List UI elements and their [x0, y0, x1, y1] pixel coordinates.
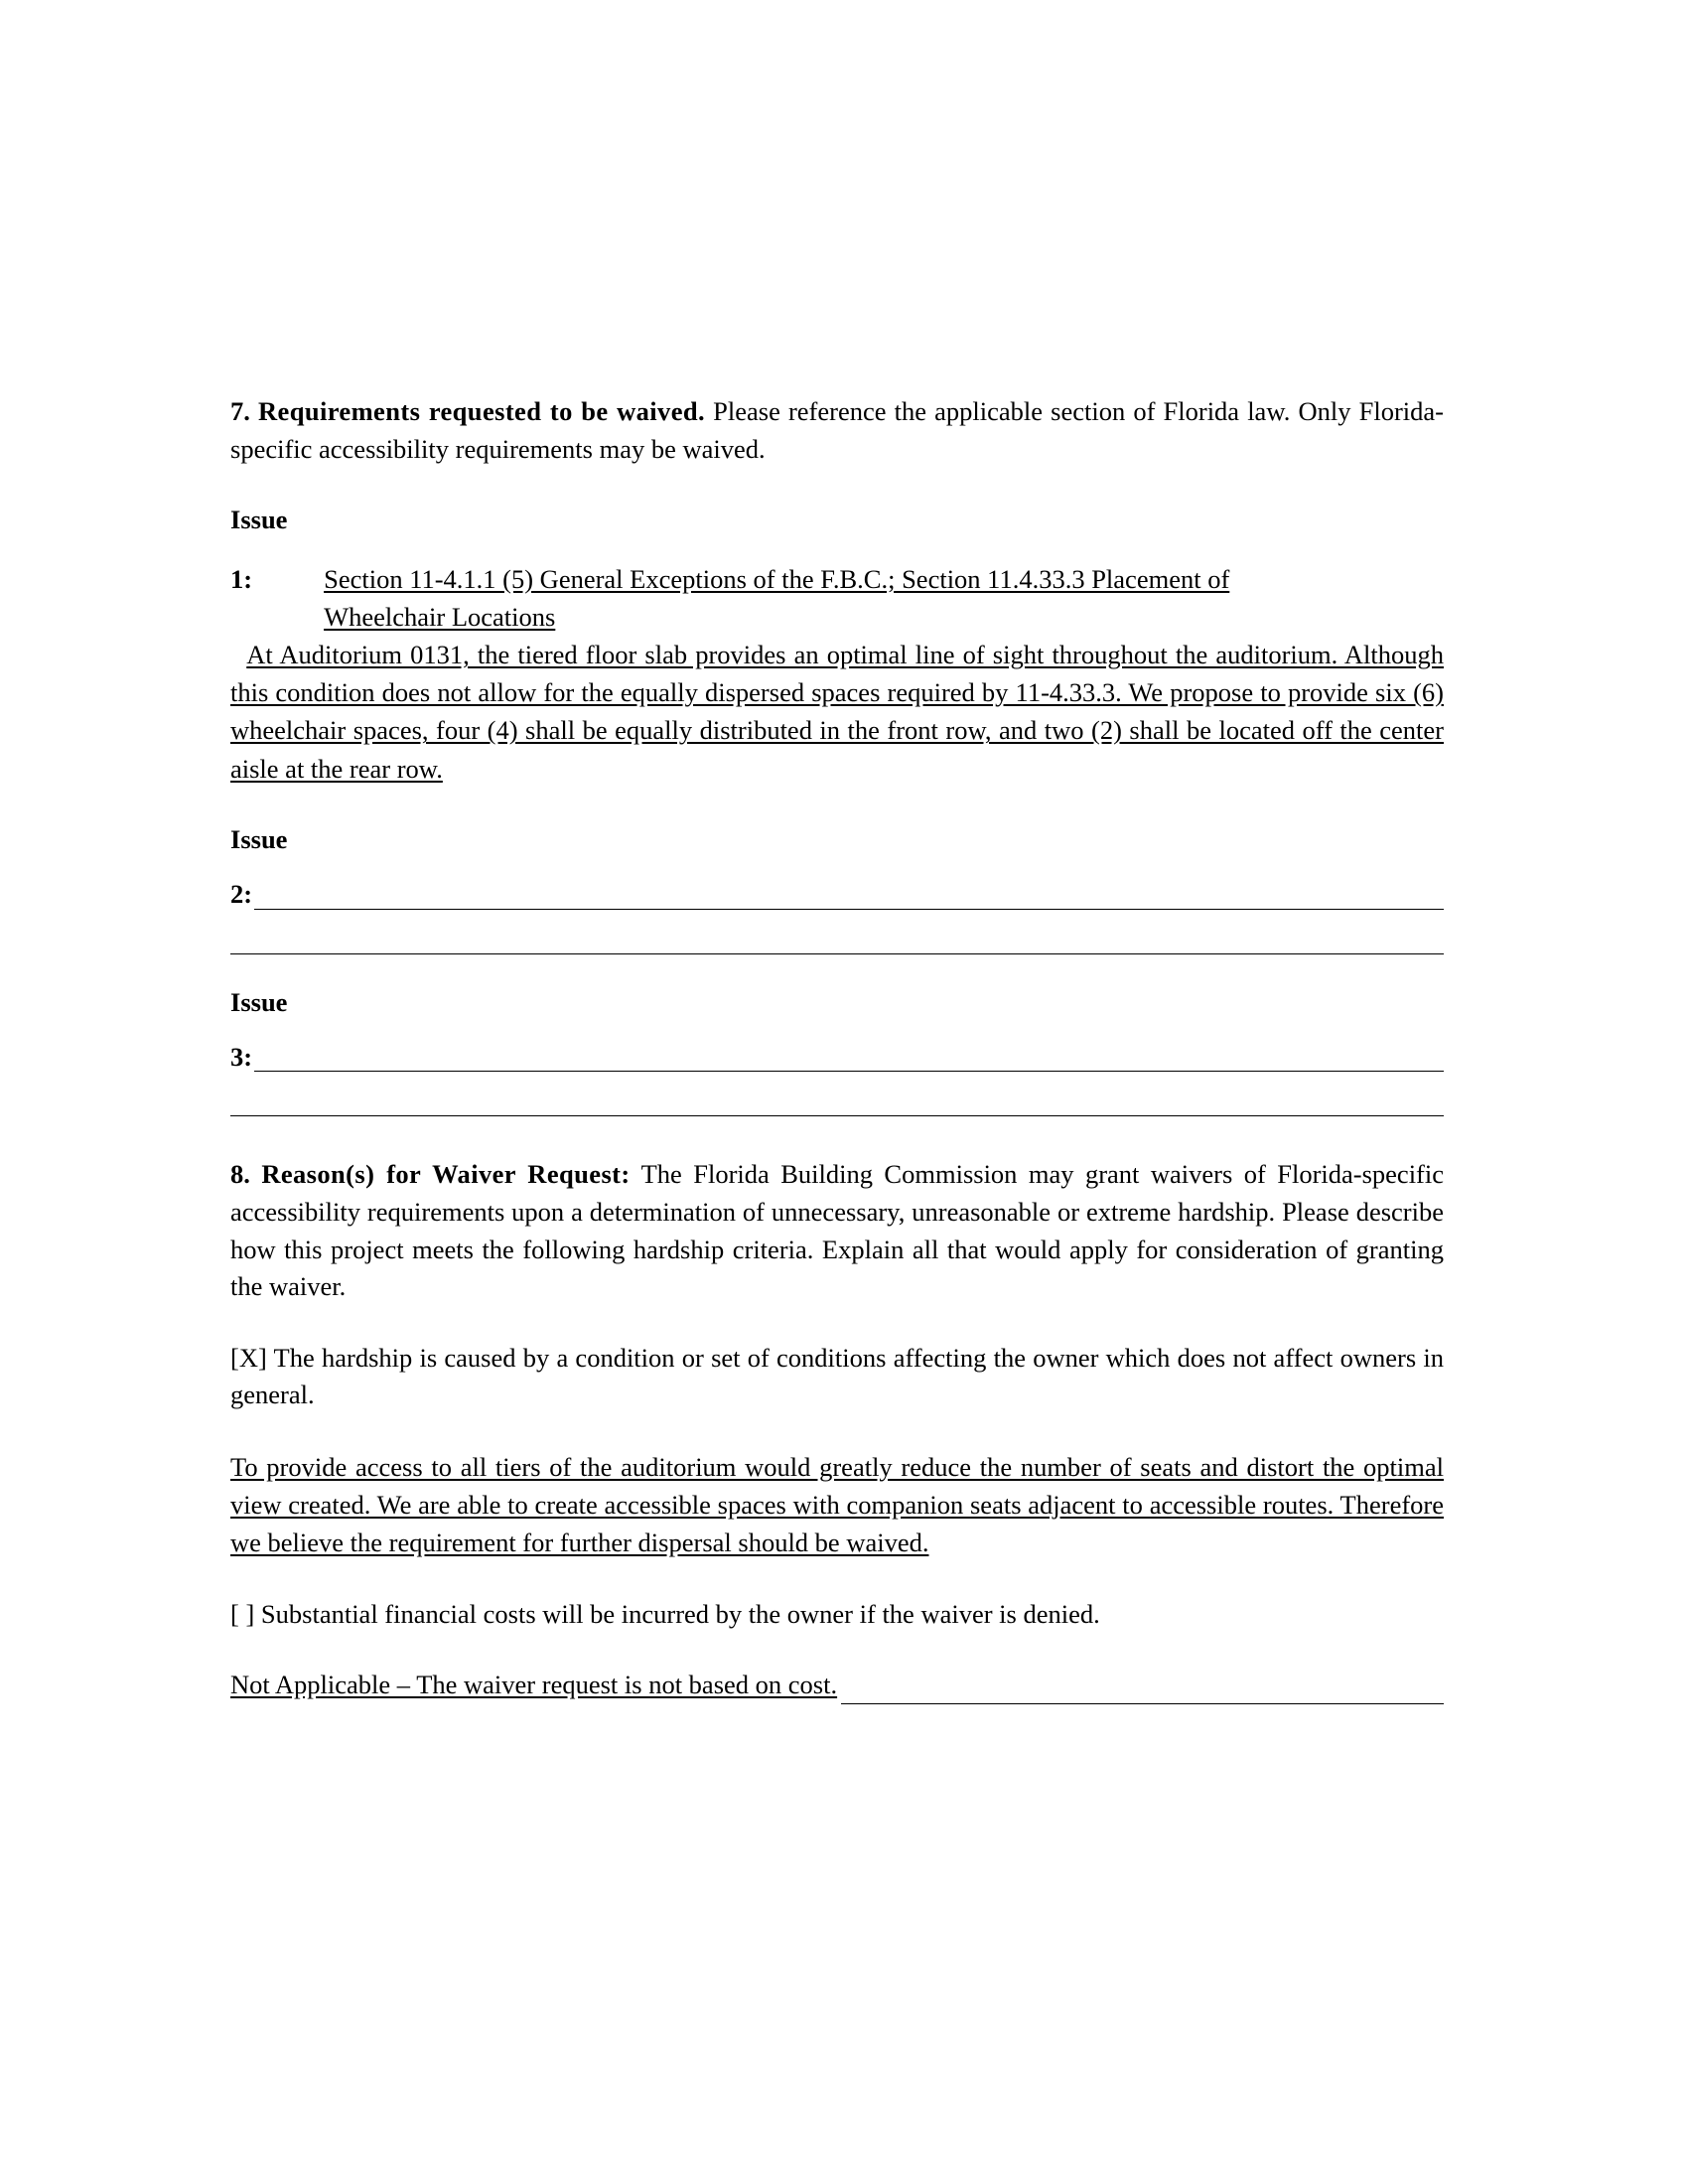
criterion-1-checkbox[interactable]: [X]: [230, 1342, 267, 1373]
issue-3-write-line-1[interactable]: [254, 1049, 1444, 1072]
section-8-paragraph: [230, 1156, 1444, 1306]
issue-1-number: 1:: [230, 563, 253, 594]
section-7-heading: Requirements requested to be waived.: [258, 396, 706, 426]
issue-1-title-line1: Section 11-4.1.1 (5) General Exceptions of the F.B.C.; Section 11.4.33.3 Placement of: [324, 563, 1230, 594]
criterion-2-answer-row[interactable]: [230, 1667, 1444, 1704]
issue-2-number: 2:: [230, 879, 253, 910]
issue-2-row[interactable]: [230, 880, 1444, 909]
issue-1-text: At Auditorium 0131, the tiered floor slab provides an optimal line of sight throughout the auditorium. Although this condition does not allow for the equally dispersed spaces required by 11-4.33.3. We propose to provide six (6) wheelchair spaces, four (4) shall be equally distributed in the front row, and two (2) shall be located off the center aisle at the rear row.: [230, 640, 1444, 784]
criterion-2-answer-rule[interactable]: [841, 1683, 1444, 1704]
criterion-1-text: The hardship is caused by a condition or set of conditions affecting the owner which does not affect owners in general.: [230, 1342, 1444, 1410]
issue-3-row[interactable]: [230, 1043, 1444, 1072]
issue-3-number: 3:: [230, 1042, 253, 1073]
criterion-1-answer[interactable]: To provide access to all tiers of the auditorium would greatly reduce the number of seats and distort the optimal view created. We are able to create accessible spaces with companion seats adjacent to accessible routes. Therefore we believe the requirement for further dispersal should be waived.: [230, 1452, 1444, 1558]
issue-1-title-line2: Wheelchair Locations: [324, 601, 556, 632]
section-7-paragraph: [230, 393, 1444, 468]
section-8-body: The Florida Building Commission may grant waivers of Florida-specific accessibility requirements upon a determination of unnecessary, unreasonable or extreme hardship. Please describe how this project meets the following hardship criteria. Explain all that would apply for consideration of granting the waiver.: [230, 1159, 1445, 1302]
issue-2-write-line-1[interactable]: [254, 887, 1444, 910]
issue-3-label: Issue: [230, 986, 288, 1017]
criterion-2-answer: Not Applicable – The waiver request is not based on cost.: [230, 1670, 838, 1700]
section-8-number: 8.: [230, 1159, 250, 1190]
section-7-body: Please reference the applicable section of Florida law. Only Florida-specific accessibility requirements may be waived.: [230, 396, 1444, 464]
issue-1-title: [252, 561, 1444, 636]
criterion-1-statement: [230, 1340, 1444, 1414]
issue-2-label: Issue: [230, 823, 288, 854]
issue-1-label: Issue: [230, 505, 288, 535]
criterion-2-checkbox[interactable]: [ ]: [230, 1598, 255, 1629]
criterion-2-text: Substantial financial costs will be incurred by the owner if the waiver is denied.: [254, 1598, 1100, 1629]
criterion-2-statement: [230, 1596, 1444, 1634]
section-8-heading: Reason(s) for Waiver Request:: [261, 1159, 631, 1190]
section-7-number: 7.: [230, 396, 250, 426]
issue-1-row: [230, 561, 1444, 636]
document-body: [230, 393, 1444, 1704]
